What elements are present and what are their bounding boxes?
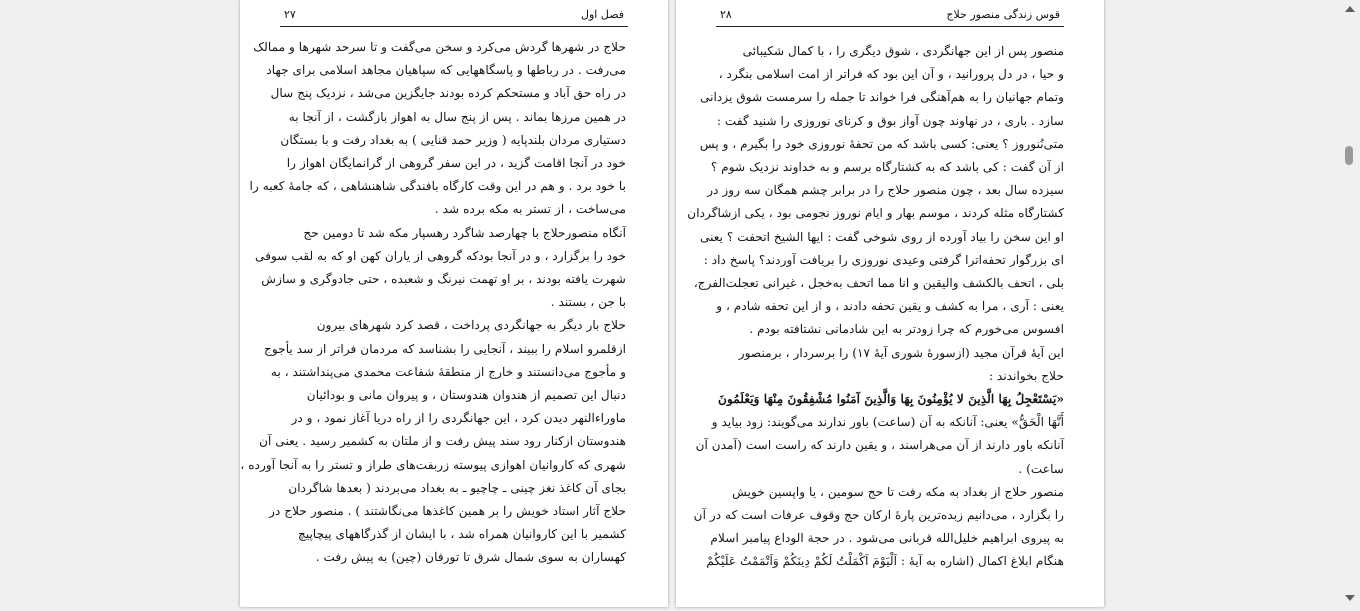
text-line: حلاج بار دیگر به جهانگردی پرداخت ، قصد کرد شهرهای بیرون [316, 318, 626, 333]
text-line: هندوستان ازکنار رود سند پیش رفت و از ملتان به کشمیر رسید . یعنی آن [259, 434, 626, 449]
text-line: منصور پس از این جهانگردی ، شوق دیگری را ، با کمال شکیبائی [742, 44, 1064, 58]
text-line: با جن ، بستند . [550, 295, 626, 310]
text-line: بجای آن کاغذ نغز چینی ـ چاچیو ـ به بغداد می‌بردند ( بعدها شاگردان [288, 480, 626, 495]
text-line: ازقلمرو اسلام را ببیند ، آنجایی را بشناسد که مردمان فراتر از سد یأجوج [264, 341, 626, 356]
text-line: منصور حلاج از بغداد به مکه رفت تا حج سومین ، یا واپسین خویش [732, 484, 1064, 499]
text-line: او این سخن را بیاد آورده از روی شوخی گفت : ایها الشیخ اتحفت ؟ یعنی [699, 229, 1064, 244]
text-line: می‌ساخت ، از تستر به مکه برده شد . [434, 202, 626, 217]
text-line: با خود برد . و هم در این وقت کارگاه بافندگی شاهنشاهی ، که جامهٔ کعبه را [249, 179, 626, 194]
text-line: حلاج بخواندند : [988, 368, 1064, 383]
text-line: کهساران به سوی شمال شرق تا تورفان (چین) به پیش رفت . [315, 550, 626, 565]
text-line: و مأجوج می‌دانستند و خارج از منطقهٔ شفاعت محمدی می‌پنداشتند ، به [270, 364, 626, 379]
text-line: شهرت یافته بودند ، بر او تهمت نیرنگ و شعبده ، حتی جادوگری و سازش [261, 272, 626, 287]
text-line: حلاج آثار استاد خویش را بر همین کاغذها می‌نگاشتند ) . منصور حلاج در [269, 504, 626, 519]
text-line: می‌رفت . در رباطها و پاسگاههایی که سپاهیان مجاهد اسلامی برای جهاد [266, 63, 626, 78]
text-line: متی‌نُنوروز ؟ یعنی: کسی باشد که من تحفهٔ نوروزی خود را بگیرم ، و پس [699, 136, 1064, 151]
text-line: ماوراءالنهر دیدن کرد ، این جهانگردی را از راه دریا آغاز نمود ، و در [291, 411, 626, 426]
text-line: در راه حق آباد و مستحکم کرده بودند جایگزین می‌شد ، نزدیک پنج سال [270, 86, 626, 101]
text-line: یعنی : آری ، مرا به کشف و یقین تحفه دادند ، و از این تحفه شادم ، و [716, 299, 1064, 314]
text-line: سیزده سال بعد ، چون منصور حلاج را در برابر چشم همگان سه روز در [707, 183, 1064, 198]
text-line: در همین مرزها بماند . پس از پنج سال به اهواز بازگشت ، از آنجا به [288, 109, 626, 124]
scroll-down-arrow-icon[interactable] [1345, 595, 1355, 601]
text-line: حلاج در شهرها گردش می‌کرد و سخن می‌گفت و تا سرحد شهرها و ممالک [253, 40, 626, 54]
page-body-text [240, 36, 626, 570]
text-line: خود در آنجا اقامت گزید ، در این سفر گروهی از گرانمایگان اهواز را [286, 156, 626, 171]
document-page-left [240, 0, 668, 607]
page-header [716, 6, 1064, 27]
running-header: فصل اول [581, 8, 624, 21]
text-line: این آیهٔ قرآن مجید (ازسورهٔ شوری آیهٔ ۱۷) را برسردار ، برمنصور [738, 345, 1064, 360]
text-line: هنگام ابلاغ اکمال (اشاره به آیهٔ : اَلْیَوْمَ اَکْمَلْتُ لَکُمْ دِینَکُمْ وَاَتْمَمْتُ عَلَیْکُمْ [706, 554, 1064, 569]
page-body-text [687, 40, 1064, 574]
text-line: آنانکه باور دارند از آن می‌هراسند ، و یقین دارند که راست است (آمدن آن [695, 438, 1064, 453]
page-header [280, 6, 628, 27]
text-line: ای بزرگوار تحفه‌اترا گرفتی وعیدی نوروزی را بریافت آوردند؟ پاسخ داد : [703, 252, 1064, 267]
text-line: را بگزارد ، می‌دانیم زبده‌ترین پارهٔ ارکان حج وقوف عرفات است که در آن [693, 508, 1064, 523]
text-line: کشمیر با این کاروانیان همراه شد ، با ایشان از گذرگاههای پیچاپیچ [298, 527, 626, 542]
text-line: سازد . باری ، در نهاوند چون آواز بوق و کرنای نوروزی را شنید گفت : [716, 113, 1064, 128]
text-line: دنبال این تصمیم از هندوان هندوستان ، و پیروان مانی و بودائیان [306, 388, 626, 403]
text-line: کشتارگاه مثله کردند ، موسم بهار و ایام نوروز نجومی بود ، یکی ازشاگردان [687, 206, 1064, 221]
document-page-right [676, 0, 1104, 607]
quran-verse-line: «یَسْتَعْجِلُ بِهَا الَّذِینَ لا یُؤْمِنُونَ بِهَا وَالَّذِینَ آمَنُوا مُشْفِقُونَ مِنْهَا وَیَعْلَمُونَ [718, 392, 1064, 407]
text-line: به پیروی ابراهیم خلیل‌الله قربانی می‌شود . در حجة الوداع پیامبر اسلام [710, 531, 1064, 546]
text-line: افسوس می‌خورم که چرا زودتر به این شادمانی نشتافته بودم . [749, 322, 1064, 337]
scrollbar-thumb[interactable] [1345, 146, 1353, 165]
text-line: ساعت) . [1018, 461, 1064, 476]
page-number: ۲۸ [720, 8, 732, 21]
text-line: بلی ، اتحف بالکشف والیقین و انا مما اتحف به‌خجل ، غیرانی تعجلت‌الفرج، [693, 276, 1064, 291]
text-line: شهری که کاروانیان اهوازی پیوسته زربفت‌های طراز و تستر را به آنجا آورده ، [240, 457, 626, 472]
text-line: آنگاه منصورحلاج با چهارصد شاگرد رهسپار مکه شد تا دومین حج [303, 225, 626, 240]
scroll-up-arrow-icon[interactable] [1345, 6, 1355, 12]
text-line: و حیا ، در دل پرورانید ، و آن این بود که فراتر از امت اسلامی بنگرد ، [718, 67, 1064, 82]
vertical-scrollbar[interactable] [1341, 0, 1360, 611]
text-line: دستیاری مردان بلندپایه ( وزیر حمد قنایی ) به بغداد رفت و با بستگان [280, 132, 626, 147]
text-line: از آن گفت : کی باشد که به کشتارگاه برسم و به خداوند نزدیک شوم ؟ [710, 160, 1064, 175]
text-line: أَنَّهَا الْحَقُّ» یعنی: آنانکه به آن (ساعت) باور ندارند می‌گویند: زود بیاید و [711, 415, 1064, 430]
running-header: قوس زندگی منصور حلاج [946, 8, 1060, 21]
text-line: خود را برگزارد ، و در آنجا بودکه گروهی از یاران کهن او که به لقب سوفی [255, 248, 626, 263]
page-number: ۲۷ [284, 8, 296, 21]
text-line: وتمام جهانیان را به هم‌آهنگی فرا خواند تا جمله را سرمست شوق یزدانی [699, 90, 1064, 105]
